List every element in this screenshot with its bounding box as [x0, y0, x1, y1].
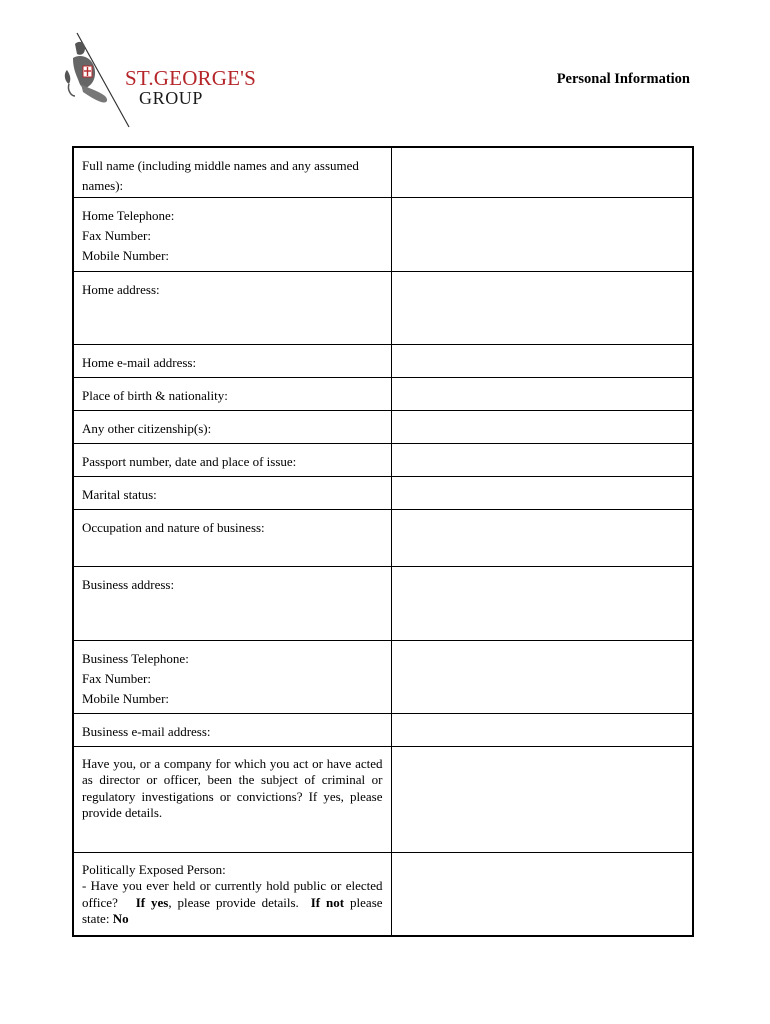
field-label: [73, 566, 391, 640]
label-business-telephone: Business Telephone:: [82, 650, 189, 666]
field-label: [73, 197, 391, 271]
label-pep-if-not: If not: [310, 894, 345, 910]
brand-name-line2: GROUP: [139, 88, 204, 108]
field-label: [73, 410, 391, 443]
label-business-fax: Fax Number:: [82, 670, 151, 686]
form-row-passport: [73, 443, 693, 476]
home-address-input-cell[interactable]: [391, 271, 693, 344]
label-passport: Passport number, date and place of issue:: [82, 453, 297, 469]
passport-input-cell[interactable]: [391, 443, 693, 476]
business-phone-input-cell[interactable]: [391, 640, 693, 713]
form-row-business-phone: [73, 640, 693, 713]
field-label: [73, 344, 391, 377]
brand-name-line1: ST.GEORGE'S: [125, 66, 257, 90]
business-address-input-cell[interactable]: [391, 566, 693, 640]
label-pep-provide: , please provide details.: [168, 894, 299, 910]
form-row-other-citizenship: [73, 410, 693, 443]
label-fax-number: Fax Number:: [82, 227, 151, 243]
form-row-politically-exposed-person: [73, 852, 693, 936]
label-home-address: Home address:: [82, 281, 160, 297]
field-label: [73, 509, 391, 566]
form-row-marital-status: [73, 476, 693, 509]
field-label: [73, 271, 391, 344]
other-citizenship-input-cell[interactable]: [391, 410, 693, 443]
birth-nationality-input-cell[interactable]: [391, 377, 693, 410]
label-investigations: Have you, or a company for which you act or have acted as director or officer, been the subject of criminal or regulatory investigations or convictions? If yes, please provide details.: [82, 755, 383, 820]
label-business-mobile: Mobile Number:: [82, 690, 170, 706]
occupation-input-cell[interactable]: [391, 509, 693, 566]
form-row-home-address: [73, 271, 693, 344]
marital-status-input-cell[interactable]: [391, 476, 693, 509]
st-georges-group-logo: [55, 30, 255, 130]
label-full-name: Full name (including middle names and any assumed names):: [82, 158, 359, 193]
field-label: [73, 476, 391, 509]
form-row-birth-nationality: [73, 377, 693, 410]
label-pep: [82, 862, 383, 928]
form-row-home-phone: [73, 197, 693, 271]
field-label: [73, 852, 391, 936]
label-pep-no: No: [112, 911, 129, 926]
home-phone-input-cell[interactable]: [391, 197, 693, 271]
label-pep-state: please state:: [82, 894, 383, 926]
form-row-full-name: [73, 147, 693, 197]
label-pep-title: Politically Exposed Person:: [82, 861, 226, 877]
pep-input-cell[interactable]: [391, 852, 693, 936]
form-row-home-email: [73, 344, 693, 377]
field-label: [73, 713, 391, 746]
business-email-input-cell[interactable]: [391, 713, 693, 746]
form-row-business-email: [73, 713, 693, 746]
form-row-investigations: [73, 746, 693, 852]
form-row-business-address: [73, 566, 693, 640]
label-home-email: Home e-mail address:: [82, 354, 197, 370]
label-marital-status: Marital status:: [82, 486, 157, 502]
label-home-telephone: Home Telephone:: [82, 207, 175, 223]
field-label: [73, 746, 391, 852]
field-label: [73, 443, 391, 476]
label-pep-question: - Have you ever held or currently hold public or elected office?: [82, 878, 383, 910]
field-label: [73, 147, 391, 197]
personal-information-form: [72, 146, 694, 937]
field-label: [73, 377, 391, 410]
field-label: [73, 640, 391, 713]
home-email-input-cell[interactable]: [391, 344, 693, 377]
page-title: Personal Information: [556, 71, 690, 87]
label-business-address: Business address:: [82, 576, 175, 592]
form-row-occupation: [73, 509, 693, 566]
label-birth-nationality: Place of birth & nationality:: [82, 387, 228, 403]
label-business-email: Business e-mail address:: [82, 723, 211, 739]
label-occupation: Occupation and nature of business:: [82, 519, 265, 535]
label-pep-if-yes: If yes: [135, 894, 169, 910]
full-name-input-cell[interactable]: [391, 147, 693, 197]
label-other-citizenship: Any other citizenship(s):: [82, 420, 212, 436]
label-mobile-number: Mobile Number:: [82, 247, 170, 263]
investigations-input-cell[interactable]: [391, 746, 693, 852]
